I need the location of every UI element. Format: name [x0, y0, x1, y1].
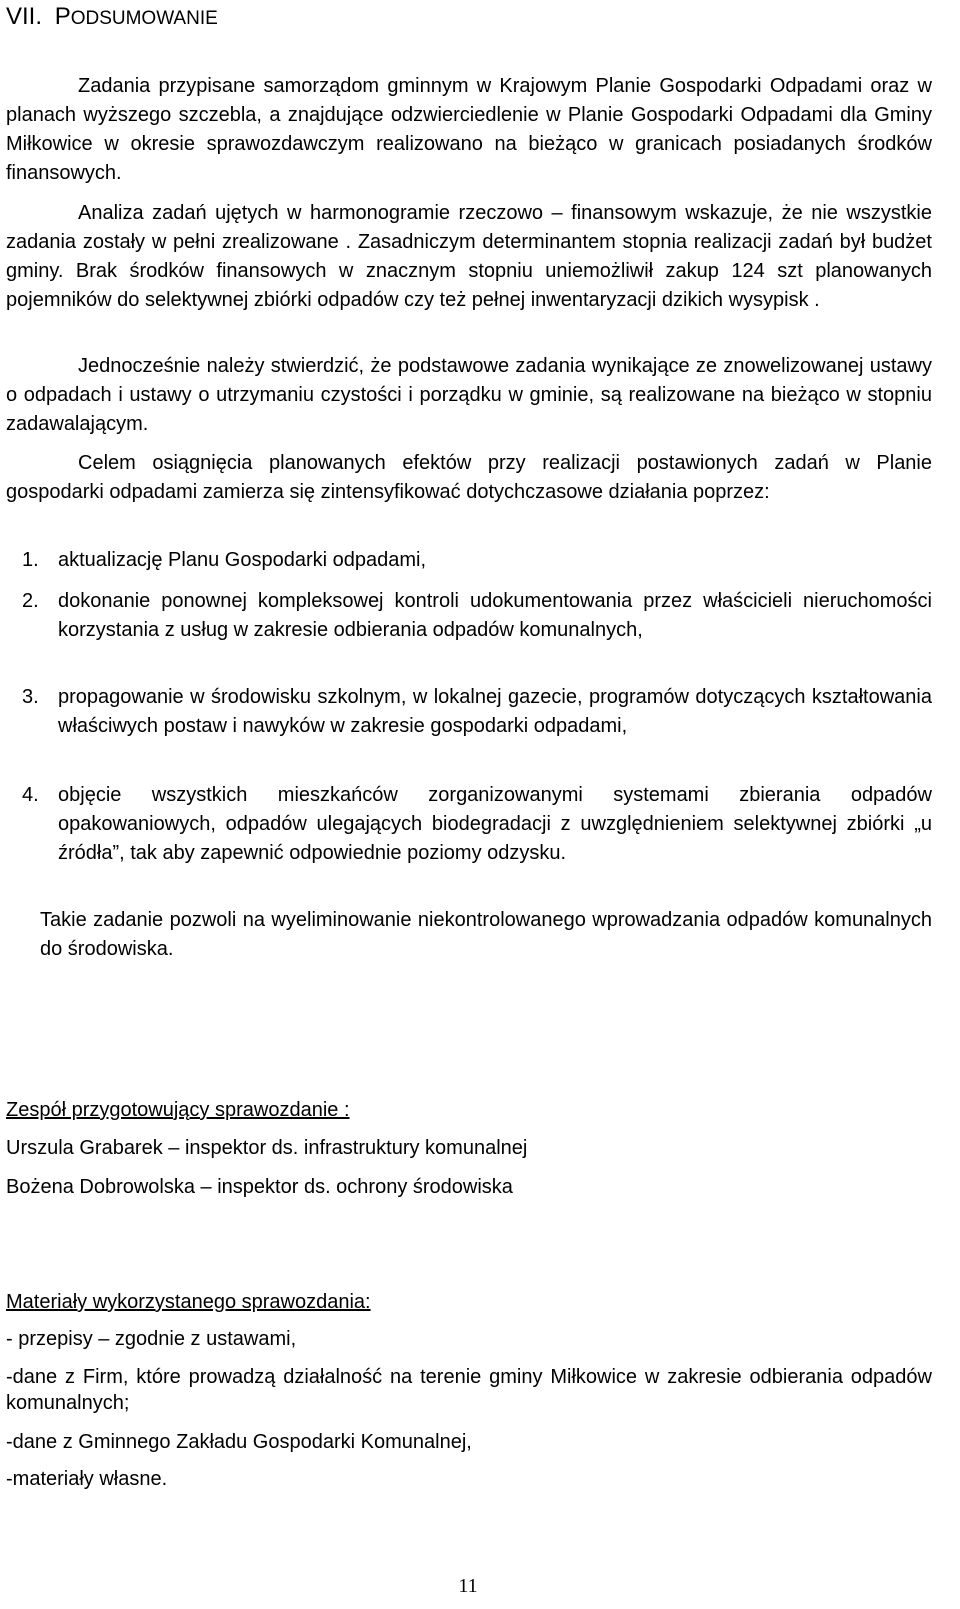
section-title-initial: P: [54, 3, 71, 30]
materials-item: -dane z Firm, które prowadzą działalność na terenie gminy Miłkowice w zakresie odbierania odpadów komunalnych;: [6, 1366, 932, 1414]
paragraph-conclusion: Jednocześnie należy stwierdzić, że podstawowe zadania wynikające ze znowelizowanej ustawy o odpadach i ustawy o utrzymaniu czystości i porządku w gminie, są realizowane na bieżąco w stopniu zadawalającym.: [6, 355, 932, 435]
paragraph-goals: Celem osiągnięcia planowanych efektów przy realizacji postawionych zadań w Planie gospodarki odpadami zamierza się zintensyfikować dotychczasowe działania poprzez:: [6, 452, 932, 503]
list-item: [22, 781, 932, 868]
paragraph-analysis: Analiza zadań ujętych w harmonogramie rzeczowo – finansowym wskazuje, że nie wszystkie zadania zostały w pełni zrealizowane . Zasadniczym determinantem stopnia realizacji zadań był budżet gminy. Brak środków finansowych w znacznym stopniu uniemożliwił zakup 124 szt planowanych pojemników do selektywnej zbiórki odpadów czy też pełnej inwentaryzacji dzikich wysypisk .: [6, 202, 932, 311]
list-number: 2.: [22, 590, 39, 612]
materials-item: -materiały własne.: [6, 1468, 168, 1490]
closing-paragraph: Takie zadanie pozwoli na wyeliminowanie niekontrolowanego wprowadzania odpadów komunalnych do środowiska.: [40, 909, 932, 960]
page-number: 11: [458, 1575, 478, 1597]
team-member: Urszula Grabarek – inspektor ds. infrastruktury komunalnej: [6, 1137, 528, 1159]
list-number: 1.: [22, 549, 39, 571]
paragraph-summary: Zadania przypisane samorządom gminnym w Krajowym Planie Gospodarki Odpadami oraz w planach wyższego szczebla, a znajdujące odzwierciedlenie w Planie Gospodarki Odpadami dla Gminy Miłkowice w okresie sprawozdawczym realizowano na bieżąco w granicach posiadanych środków finansowych.: [6, 75, 932, 184]
section-title-rest: ODSUMOWANIE: [70, 8, 218, 29]
materials-item: - przepisy – zgodnie z ustawami,: [6, 1328, 297, 1350]
list-item: [22, 546, 932, 575]
team-member: Bożena Dobrowolska – inspektor ds. ochrony środowiska: [6, 1176, 513, 1198]
list-text: dokonanie ponownej kompleksowej kontroli udokumentowania przez właścicieli nieruchomości korzystania z usług w zakresie odbierania odpadów komunalnych,: [58, 590, 932, 641]
team-title: Zespół przygotowujący sprawozdanie :: [6, 1099, 350, 1121]
section-heading: [6, 2, 218, 34]
materials-title: Materiały wykorzystanego sprawozdania:: [6, 1291, 371, 1313]
list-item: [22, 587, 932, 645]
section-number: VII.: [6, 3, 43, 30]
list-number: 4.: [22, 784, 39, 806]
list-number: 3.: [22, 686, 39, 708]
list-text: aktualizację Planu Gospodarki odpadami,: [58, 549, 426, 571]
list-text: objęcie wszystkich mieszkańców zorganizowanymi systemami zbierania odpadów opakowaniowych, odpadów ulegających biodegradacji z uwzględnieniem selektywnej zbiórki „u źródła”, tak aby zapewnić odpowiednie poziomy odzysku.: [58, 784, 932, 864]
list-text: propagowanie w środowisku szkolnym, w lokalnej gazecie, programów dotyczących kształtowania właściwych postaw i nawyków w zakresie gospodarki odpadami,: [58, 686, 932, 737]
list-item: [22, 683, 932, 741]
materials-item: -dane z Gminnego Zakładu Gospodarki Komunalnej,: [6, 1431, 472, 1453]
